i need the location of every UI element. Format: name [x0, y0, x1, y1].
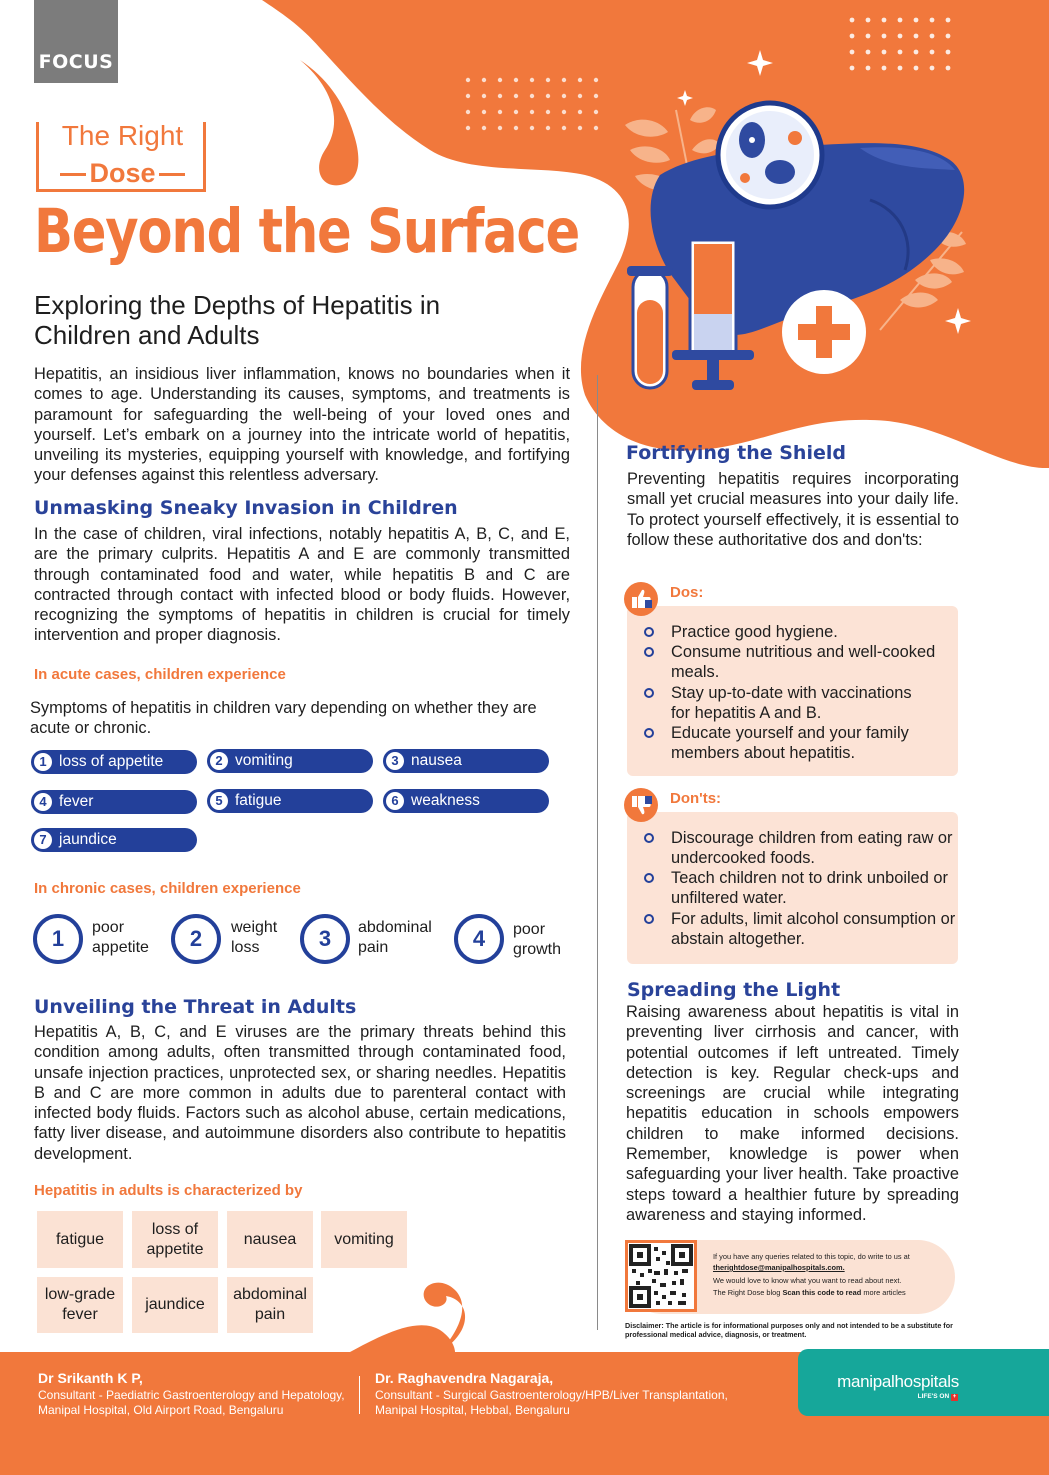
- dos-item: [671, 683, 931, 724]
- characteristic-box: [227, 1211, 313, 1268]
- symptom-label: nausea: [411, 752, 462, 769]
- donts-item: [671, 868, 956, 909]
- chronic-number-circle: 2: [171, 914, 221, 964]
- donts-label: Don'ts:: [670, 790, 722, 807]
- characteristic-line: fatigue: [55, 1230, 105, 1248]
- acute-symptom-pill: [383, 789, 549, 813]
- symptom-number: 1: [34, 753, 52, 771]
- characteristic-line: low-grade: [44, 1286, 116, 1303]
- brand-tagline: [868, 1393, 958, 1401]
- doctor1-location: Manipal Hospital, Old Airport Road, Bengaluru: [38, 1403, 284, 1417]
- bullet-icon: [644, 688, 654, 698]
- symptom-number: 6: [386, 792, 404, 810]
- contact-line: We would love to know what you want to read about next.: [713, 1276, 902, 1285]
- characteristic-line: abdominal: [233, 1286, 307, 1303]
- children-paragraph: In the case of children, viral infections, notably hepatitis A, B, C, and E, are the primary culprits. Hepatitis A and E are commonly transmitted through contaminated food and water, while hepatitis B and C are contracted through contact with infected blood or body fluids. However, recognizing the symptoms of hepatitis in children is crucial for timely intervention and proper diagnosis.: [34, 525, 570, 645]
- page-subtitle: Exploring the Depths of Hepatitis in Children and Adults: [34, 290, 441, 350]
- symptom-label: weakness: [411, 792, 480, 809]
- shield-heading: Fortifying the Shield: [626, 442, 846, 464]
- chronic-label-line: abdominal: [358, 919, 432, 936]
- doctor1-role: Consultant - Paediatric Gastroenterology and Hepatology,: [38, 1388, 345, 1402]
- contact-text: more articles: [863, 1288, 906, 1297]
- symptom-label: jaundice: [59, 831, 117, 848]
- column-divider: [597, 375, 598, 1330]
- disclaimer-text: The article is for informational purposes only and not intended to be a substitute for professional medical advice, diagnosis, or treatment.: [625, 1321, 953, 1339]
- donts-item: [671, 828, 956, 869]
- dos-item: [671, 642, 956, 683]
- doctor2-role: Consultant - Surgical Gastroenterology/HPB/Liver Transplantation,: [375, 1388, 728, 1402]
- chronic-heading: In chronic cases, children experience: [34, 880, 301, 897]
- right-dose-logo-top: The Right: [61, 120, 184, 151]
- chronic-symptom-label: [231, 918, 277, 958]
- symptom-label: fever: [59, 793, 94, 810]
- chronic-label-line: appetite: [92, 939, 149, 956]
- characteristic-line: vomiting: [334, 1230, 394, 1248]
- characteristic-box: [321, 1211, 407, 1268]
- bullet-icon: [644, 647, 654, 657]
- contact-line: If you have any queries related to this topic, do write to us at: [713, 1252, 910, 1261]
- light-paragraph: Raising awareness about hepatitis is vital in preventing liver cirrhosis and cancer, with potential outcomes if left untreated. Timely detection is key. Regular check-ups and screenings are crucial while integrating hepatitis education in schools empowers children to make informed decisions. Remember, knowledge is power when safeguarding your liver health. Take proactive steps toward a healthier future by spreading awareness and staying informed.: [626, 1003, 959, 1224]
- disclaimer: [625, 1321, 965, 1339]
- acute-symptom-pill: [31, 790, 197, 814]
- focus-badge: [34, 0, 118, 83]
- characteristic-line: nausea: [243, 1230, 297, 1248]
- characteristic-line: pain: [254, 1306, 286, 1323]
- symptom-label: loss of appetite: [59, 753, 164, 770]
- acute-symptom-pill: [31, 750, 197, 774]
- acute-intro: Symptoms of hepatitis in children vary depending on whether they are acute or chronic.: [30, 699, 537, 738]
- chronic-number-circle: 1: [33, 914, 83, 964]
- symptom-label: fatigue: [235, 792, 282, 809]
- donts-item-text: Teach children not to drink unboiled or unfiltered water.: [671, 869, 948, 908]
- medical-cross-icon: [782, 290, 866, 374]
- characteristic-line: fever: [62, 1306, 98, 1323]
- bullet-icon: [644, 833, 654, 843]
- chronic-number-circle: 4: [454, 914, 504, 964]
- symptom-number: 3: [386, 752, 404, 770]
- dos-label: Dos:: [670, 584, 704, 601]
- symptom-number: 4: [34, 793, 52, 811]
- characteristic-box: [132, 1211, 218, 1268]
- bullet-icon: [644, 728, 654, 738]
- acute-heading: In acute cases, children experience: [34, 666, 286, 683]
- chronic-number-circle: 3: [300, 914, 350, 964]
- chronic-label-line: weight: [231, 919, 278, 936]
- footer-divider: [359, 1376, 360, 1414]
- bullet-icon: [644, 873, 654, 883]
- adults-paragraph: Hepatitis A, B, C, and E viruses are the primary threats behind this condition among adults, often transmitted through contaminated food, unsafe injection practices, unprotected sex, or sharing needles. Hepatitis B and C are more common in adults due to parenteral contact with infected body fluids. Factors such as alcohol abuse, certain medications, fatty liver disease, and autoimmune disorders also contribute to hepatitis development.: [34, 1023, 566, 1163]
- acute-symptom-pill: [31, 828, 197, 852]
- right-dose-logo-bottom: [50, 158, 195, 189]
- characteristic-line: appetite: [146, 1240, 204, 1258]
- acute-symptom-pill: [383, 749, 549, 773]
- dos-item-text: Stay up-to-date with vaccinations for hepatitis A and B.: [671, 684, 912, 723]
- brand-logo: manipalhospitals: [837, 1372, 959, 1391]
- contact-line: [713, 1287, 906, 1300]
- acute-symptom-pill: [207, 749, 373, 773]
- contact-text: The Right Dose blog: [713, 1288, 781, 1297]
- donts-item-text: Discourage children from eating raw or undercooked foods.: [671, 829, 953, 868]
- chronic-label-line: poor: [513, 921, 546, 938]
- symptom-label: vomiting: [235, 752, 293, 769]
- chronic-symptom-label: [92, 918, 149, 958]
- qr-code[interactable]: [625, 1240, 697, 1312]
- dos-item: [671, 622, 956, 642]
- acute-symptom-pill: [207, 789, 373, 813]
- characteristic-line: jaundice: [145, 1296, 205, 1313]
- thumbs-up-icon: [624, 582, 658, 616]
- thumbs-down-icon: [624, 788, 658, 822]
- chronic-label-line: pain: [358, 939, 389, 956]
- characteristic-line: loss of: [151, 1220, 199, 1238]
- adults-heading: Unveiling the Threat in Adults: [34, 996, 357, 1018]
- test-tube-icon: [627, 266, 673, 388]
- bullet-icon: [644, 914, 654, 924]
- adults-characteristics-heading: Hepatitis in adults is characterized by: [34, 1182, 303, 1199]
- symptom-number: 5: [210, 792, 228, 810]
- dos-item-text: Consume nutritious and well-cooked meals.: [671, 643, 936, 682]
- chronic-label-line: growth: [513, 941, 562, 958]
- contact-email-link[interactable]: therightdose@manipalhospitals.com.: [713, 1263, 845, 1272]
- chronic-label-line: loss: [231, 939, 260, 956]
- donts-item-text: For adults, limit alcohol consumption or abstain altogether.: [671, 910, 956, 949]
- right-dose-logo-word: Dose: [89, 158, 156, 188]
- dos-item-text: Educate yourself and your family members about hepatitis.: [671, 724, 909, 763]
- brand-tagline-text: LIFE'S ON: [917, 1393, 950, 1400]
- symptom-number: 2: [210, 752, 228, 770]
- doctor1-name: Dr Srikanth K P,: [38, 1370, 143, 1386]
- shield-paragraph: Preventing hepatitis requires incorporating small yet crucial measures into your daily life. To protect yourself effectively, it is essential to follow these authoritative dos and don'ts:: [627, 470, 959, 549]
- plus-icon: +: [952, 1394, 957, 1400]
- chronic-symptom-label: [358, 918, 432, 958]
- doctor2-location: Manipal Hospital, Hebbal, Bengaluru: [375, 1403, 570, 1417]
- focus-label: FOCUS: [38, 51, 114, 73]
- intro-paragraph: Hepatitis, an insidious liver inflammation, knows no boundaries when it comes to age. Understanding its causes, symptoms, and treatments is paramount for safeguarding the well-being of your loved ones and yourself. Let’s embark on a journey into the intricate world of hepatitis, unveiling its mysteries, equipping yourself with knowledge, and fortifying your defenses against this relentless adversary.: [34, 365, 570, 485]
- donts-item: [671, 909, 956, 950]
- chronic-symptom-label: [513, 920, 561, 960]
- page-title: Beyond the Surface: [34, 196, 579, 267]
- dos-item-text: Practice good hygiene.: [671, 623, 838, 641]
- symptom-number: 7: [34, 831, 52, 849]
- disclaimer-label: Disclaimer:: [625, 1321, 664, 1330]
- characteristic-box: [37, 1211, 123, 1268]
- characteristic-box: [227, 1277, 313, 1333]
- chronic-label-line: poor: [92, 919, 125, 936]
- dos-item: [671, 723, 931, 764]
- doctor2-name: Dr. Raghavendra Nagaraja,: [375, 1370, 554, 1386]
- children-heading: Unmasking Sneaky Invasion in Children: [34, 497, 458, 519]
- contact-text-bold: Scan this code to read: [782, 1288, 862, 1297]
- characteristic-box: [132, 1277, 218, 1333]
- bullet-icon: [644, 627, 654, 637]
- light-heading: Spreading the Light: [627, 979, 841, 1001]
- characteristic-box: [37, 1277, 123, 1333]
